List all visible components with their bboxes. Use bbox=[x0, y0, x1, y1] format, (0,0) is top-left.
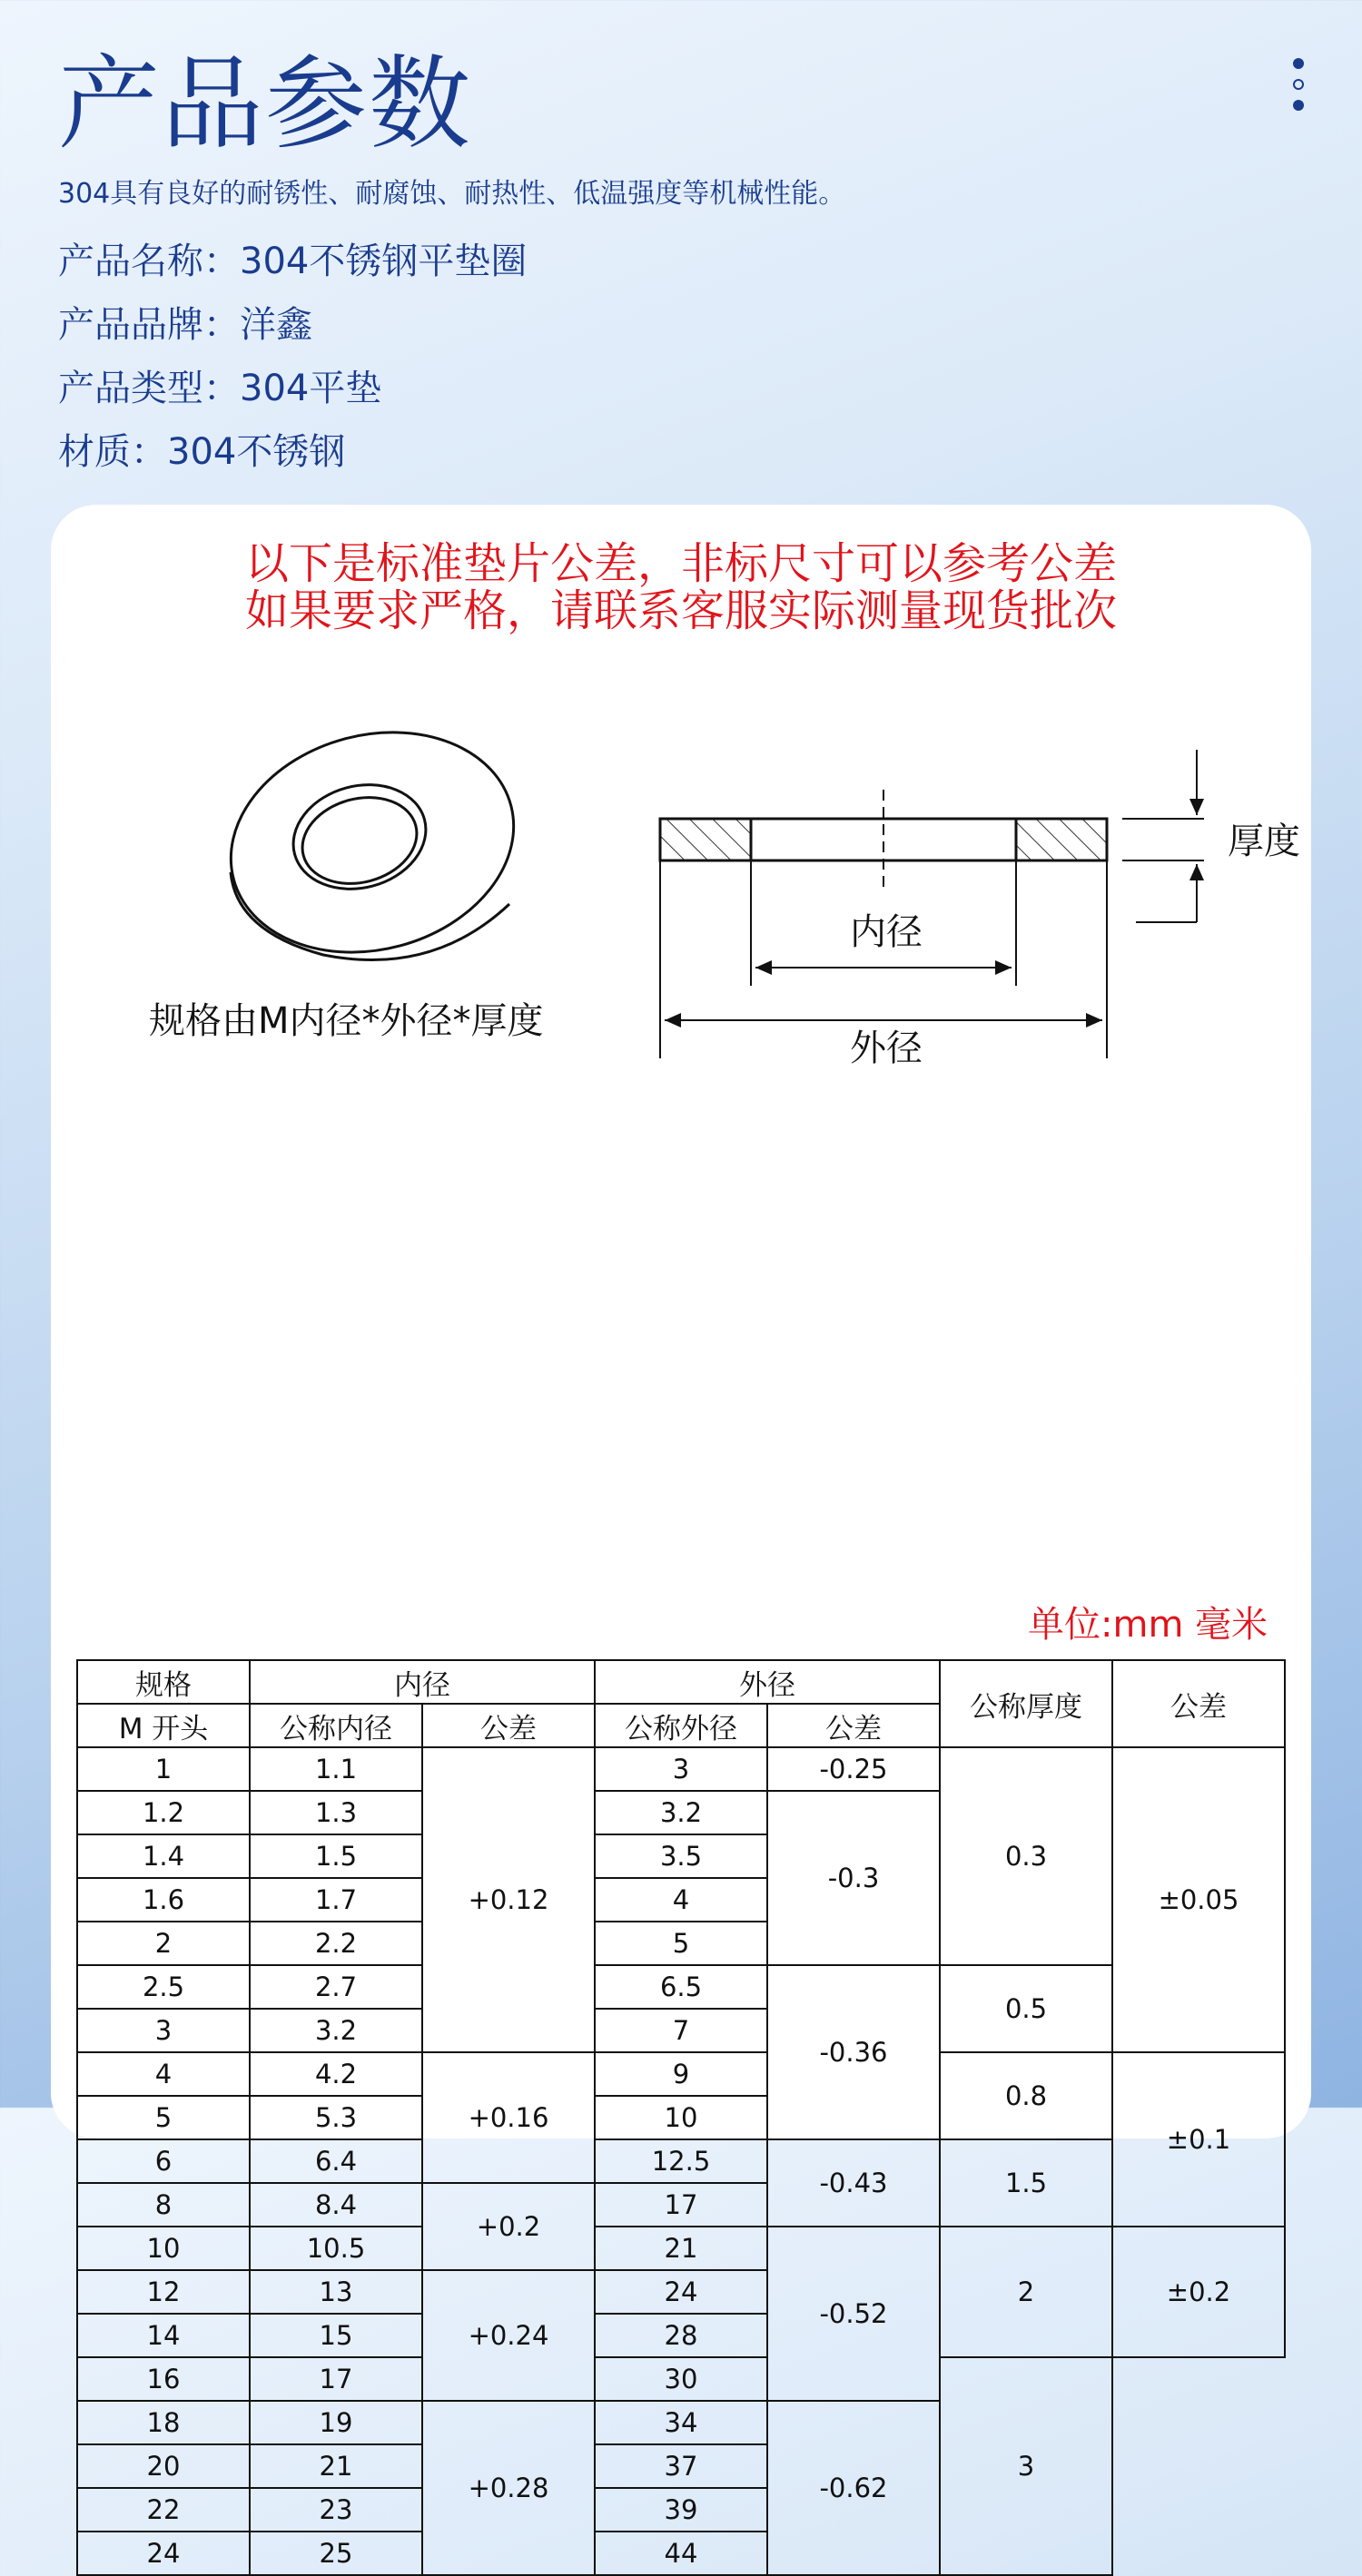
cell-m-size: 20 bbox=[77, 2444, 250, 2488]
cell-inner-tolerance: +0.12 bbox=[422, 1747, 595, 2052]
spec-material: 材质：304不锈钢 bbox=[58, 431, 346, 473]
cell-inner-tolerance: +0.24 bbox=[422, 2270, 595, 2401]
cell-inner-nominal: 21 bbox=[250, 2444, 422, 2488]
cell-outer-nominal: 6.5 bbox=[595, 1965, 767, 2009]
cell-m-size: 2 bbox=[77, 1922, 250, 1965]
header-spec: 规格 bbox=[77, 1660, 250, 1704]
cell-inner-nominal: 2.7 bbox=[250, 1965, 422, 2009]
header-thickness: 公称厚度 bbox=[940, 1660, 1112, 1747]
cell-inner-nominal: 4.2 bbox=[250, 2052, 422, 2096]
cell-outer-nominal: 17 bbox=[595, 2183, 767, 2227]
cell-m-size: 3 bbox=[77, 2009, 250, 2052]
cell-m-size: 16 bbox=[77, 2357, 250, 2401]
cell-m-size: 6 bbox=[77, 2139, 250, 2183]
washer-3d-illustration bbox=[206, 702, 538, 983]
cell-m-size: 4 bbox=[77, 2052, 250, 2096]
washer-diagram bbox=[51, 505, 1311, 1086]
inner-diameter-label: 内径 bbox=[850, 911, 923, 953]
cell-inner-nominal: 8.4 bbox=[250, 2183, 422, 2227]
header-outer-tolerance: 公差 bbox=[767, 1704, 940, 1747]
more-vertical-icon[interactable] bbox=[1280, 54, 1317, 118]
cell-thickness: 2 bbox=[940, 2227, 1112, 2357]
table-row bbox=[77, 2227, 1285, 2270]
cell-m-size: 18 bbox=[77, 2401, 250, 2444]
spec-product-brand: 产品品牌：洋鑫 bbox=[58, 304, 312, 346]
cell-inner-nominal: 1.5 bbox=[250, 1834, 422, 1878]
cell-outer-tolerance: -0.43 bbox=[767, 2139, 940, 2227]
outer-diameter-label: 外径 bbox=[850, 1027, 923, 1069]
cell-m-size: 24 bbox=[77, 2532, 250, 2575]
diagram-caption: 规格由M内径*外径*厚度 bbox=[149, 1000, 544, 1042]
cell-thickness: 3 bbox=[940, 2357, 1112, 2575]
spec-product-type: 产品类型：304平垫 bbox=[58, 368, 382, 409]
cell-outer-nominal: 34 bbox=[595, 2401, 767, 2444]
cell-outer-nominal: 7 bbox=[595, 2009, 767, 2052]
cell-inner-nominal: 23 bbox=[250, 2488, 422, 2532]
cell-inner-nominal: 1.1 bbox=[250, 1747, 422, 1791]
spec-card bbox=[51, 505, 1311, 2569]
cell-thickness-tolerance: ±0.05 bbox=[1112, 1747, 1285, 2052]
cell-inner-nominal: 1.7 bbox=[250, 1878, 422, 1922]
cell-m-size: 1.4 bbox=[77, 1834, 250, 1878]
cell-outer-tolerance: -0.62 bbox=[767, 2401, 940, 2575]
table-row bbox=[77, 1965, 1285, 2009]
cell-outer-nominal: 24 bbox=[595, 2270, 767, 2314]
cell-inner-nominal: 1.3 bbox=[250, 1791, 422, 1834]
page-title: 产品参数 bbox=[58, 45, 472, 163]
table-row bbox=[77, 1747, 1285, 1791]
cell-outer-nominal: 37 bbox=[595, 2444, 767, 2488]
cell-outer-tolerance: -0.25 bbox=[767, 1747, 940, 1791]
header-outer-nominal: 公称外径 bbox=[595, 1704, 767, 1747]
cell-inner-nominal: 2.2 bbox=[250, 1922, 422, 1965]
cell-outer-nominal: 3.5 bbox=[595, 1834, 767, 1878]
cell-thickness-tolerance: ±0.2 bbox=[1112, 2227, 1285, 2357]
washer-cross-section bbox=[660, 750, 1204, 1058]
header-m-prefix: M 开头 bbox=[77, 1704, 250, 1747]
cell-thickness-tolerance: ±0.1 bbox=[1112, 2052, 1285, 2227]
cell-inner-nominal: 25 bbox=[250, 2532, 422, 2575]
cell-outer-nominal: 9 bbox=[595, 2052, 767, 2096]
cell-outer-nominal: 28 bbox=[595, 2314, 767, 2357]
cell-thickness: 1.5 bbox=[940, 2139, 1112, 2227]
cell-m-size: 1.6 bbox=[77, 1878, 250, 1922]
cell-inner-nominal: 19 bbox=[250, 2401, 422, 2444]
cell-m-size: 10 bbox=[77, 2227, 250, 2270]
tolerance-table bbox=[76, 1659, 1286, 2576]
cell-thickness: 0.3 bbox=[940, 1747, 1112, 1965]
thickness-label: 厚度 bbox=[1228, 821, 1300, 862]
table-row bbox=[77, 2139, 1285, 2183]
header-inner-tolerance: 公差 bbox=[422, 1704, 595, 1747]
cell-inner-nominal: 15 bbox=[250, 2314, 422, 2357]
cell-outer-nominal: 39 bbox=[595, 2488, 767, 2532]
header-inner-diameter: 内径 bbox=[250, 1660, 595, 1704]
cell-inner-nominal: 5.3 bbox=[250, 2096, 422, 2139]
cell-thickness: 0.5 bbox=[940, 1965, 1112, 2052]
cell-outer-tolerance: -0.36 bbox=[767, 1965, 940, 2139]
page-subtitle: 304具有良好的耐锈性、耐腐蚀、耐热性、低温强度等机械性能。 bbox=[58, 178, 846, 210]
cell-inner-tolerance: +0.2 bbox=[422, 2183, 595, 2270]
cell-outer-nominal: 3.2 bbox=[595, 1791, 767, 1834]
cell-m-size: 1 bbox=[77, 1747, 250, 1791]
cell-inner-nominal: 13 bbox=[250, 2270, 422, 2314]
cell-outer-nominal: 44 bbox=[595, 2532, 767, 2575]
cell-outer-nominal: 10 bbox=[595, 2096, 767, 2139]
cell-m-size: 5 bbox=[77, 2096, 250, 2139]
cell-outer-nominal: 12.5 bbox=[595, 2139, 767, 2183]
cell-m-size: 12 bbox=[77, 2270, 250, 2314]
cell-m-size: 2.5 bbox=[77, 1965, 250, 2009]
cell-inner-nominal: 6.4 bbox=[250, 2139, 422, 2183]
cell-outer-nominal: 4 bbox=[595, 1878, 767, 1922]
cell-outer-nominal: 5 bbox=[595, 1922, 767, 1965]
cell-outer-nominal: 30 bbox=[595, 2357, 767, 2401]
cell-inner-nominal: 17 bbox=[250, 2357, 422, 2401]
cell-inner-tolerance: +0.16 bbox=[422, 2052, 595, 2183]
tolerance-notice-line-1: 以下是标准垫片公差，非标尺寸可以参考公差 bbox=[244, 538, 1117, 589]
header-outer-diameter: 外径 bbox=[595, 1660, 940, 1704]
cell-m-size: 8 bbox=[77, 2183, 250, 2227]
cell-inner-nominal: 10.5 bbox=[250, 2227, 422, 2270]
table-row bbox=[77, 2357, 1285, 2401]
unit-label: 单位:mm 毫米 bbox=[1028, 1604, 1268, 1646]
cell-m-size: 14 bbox=[77, 2314, 250, 2357]
cell-inner-tolerance: +0.28 bbox=[422, 2401, 595, 2575]
cell-outer-nominal: 21 bbox=[595, 2227, 767, 2270]
cell-thickness: 0.8 bbox=[940, 2052, 1112, 2139]
spec-product-name: 产品名称：304不锈钢平垫圈 bbox=[58, 241, 528, 282]
cell-m-size: 22 bbox=[77, 2488, 250, 2532]
table-row bbox=[77, 2052, 1285, 2096]
cell-inner-nominal: 3.2 bbox=[250, 2009, 422, 2052]
cell-outer-nominal: 3 bbox=[595, 1747, 767, 1791]
cell-m-size: 1.2 bbox=[77, 1791, 250, 1834]
tolerance-notice-line-2: 如果要求严格，请联系客服实际测量现货批次 bbox=[244, 585, 1117, 636]
header-tolerance: 公差 bbox=[1112, 1660, 1285, 1747]
header-inner-nominal: 公称内径 bbox=[250, 1704, 422, 1747]
cell-outer-tolerance: -0.3 bbox=[767, 1791, 940, 1965]
cell-outer-tolerance: -0.52 bbox=[767, 2227, 940, 2401]
